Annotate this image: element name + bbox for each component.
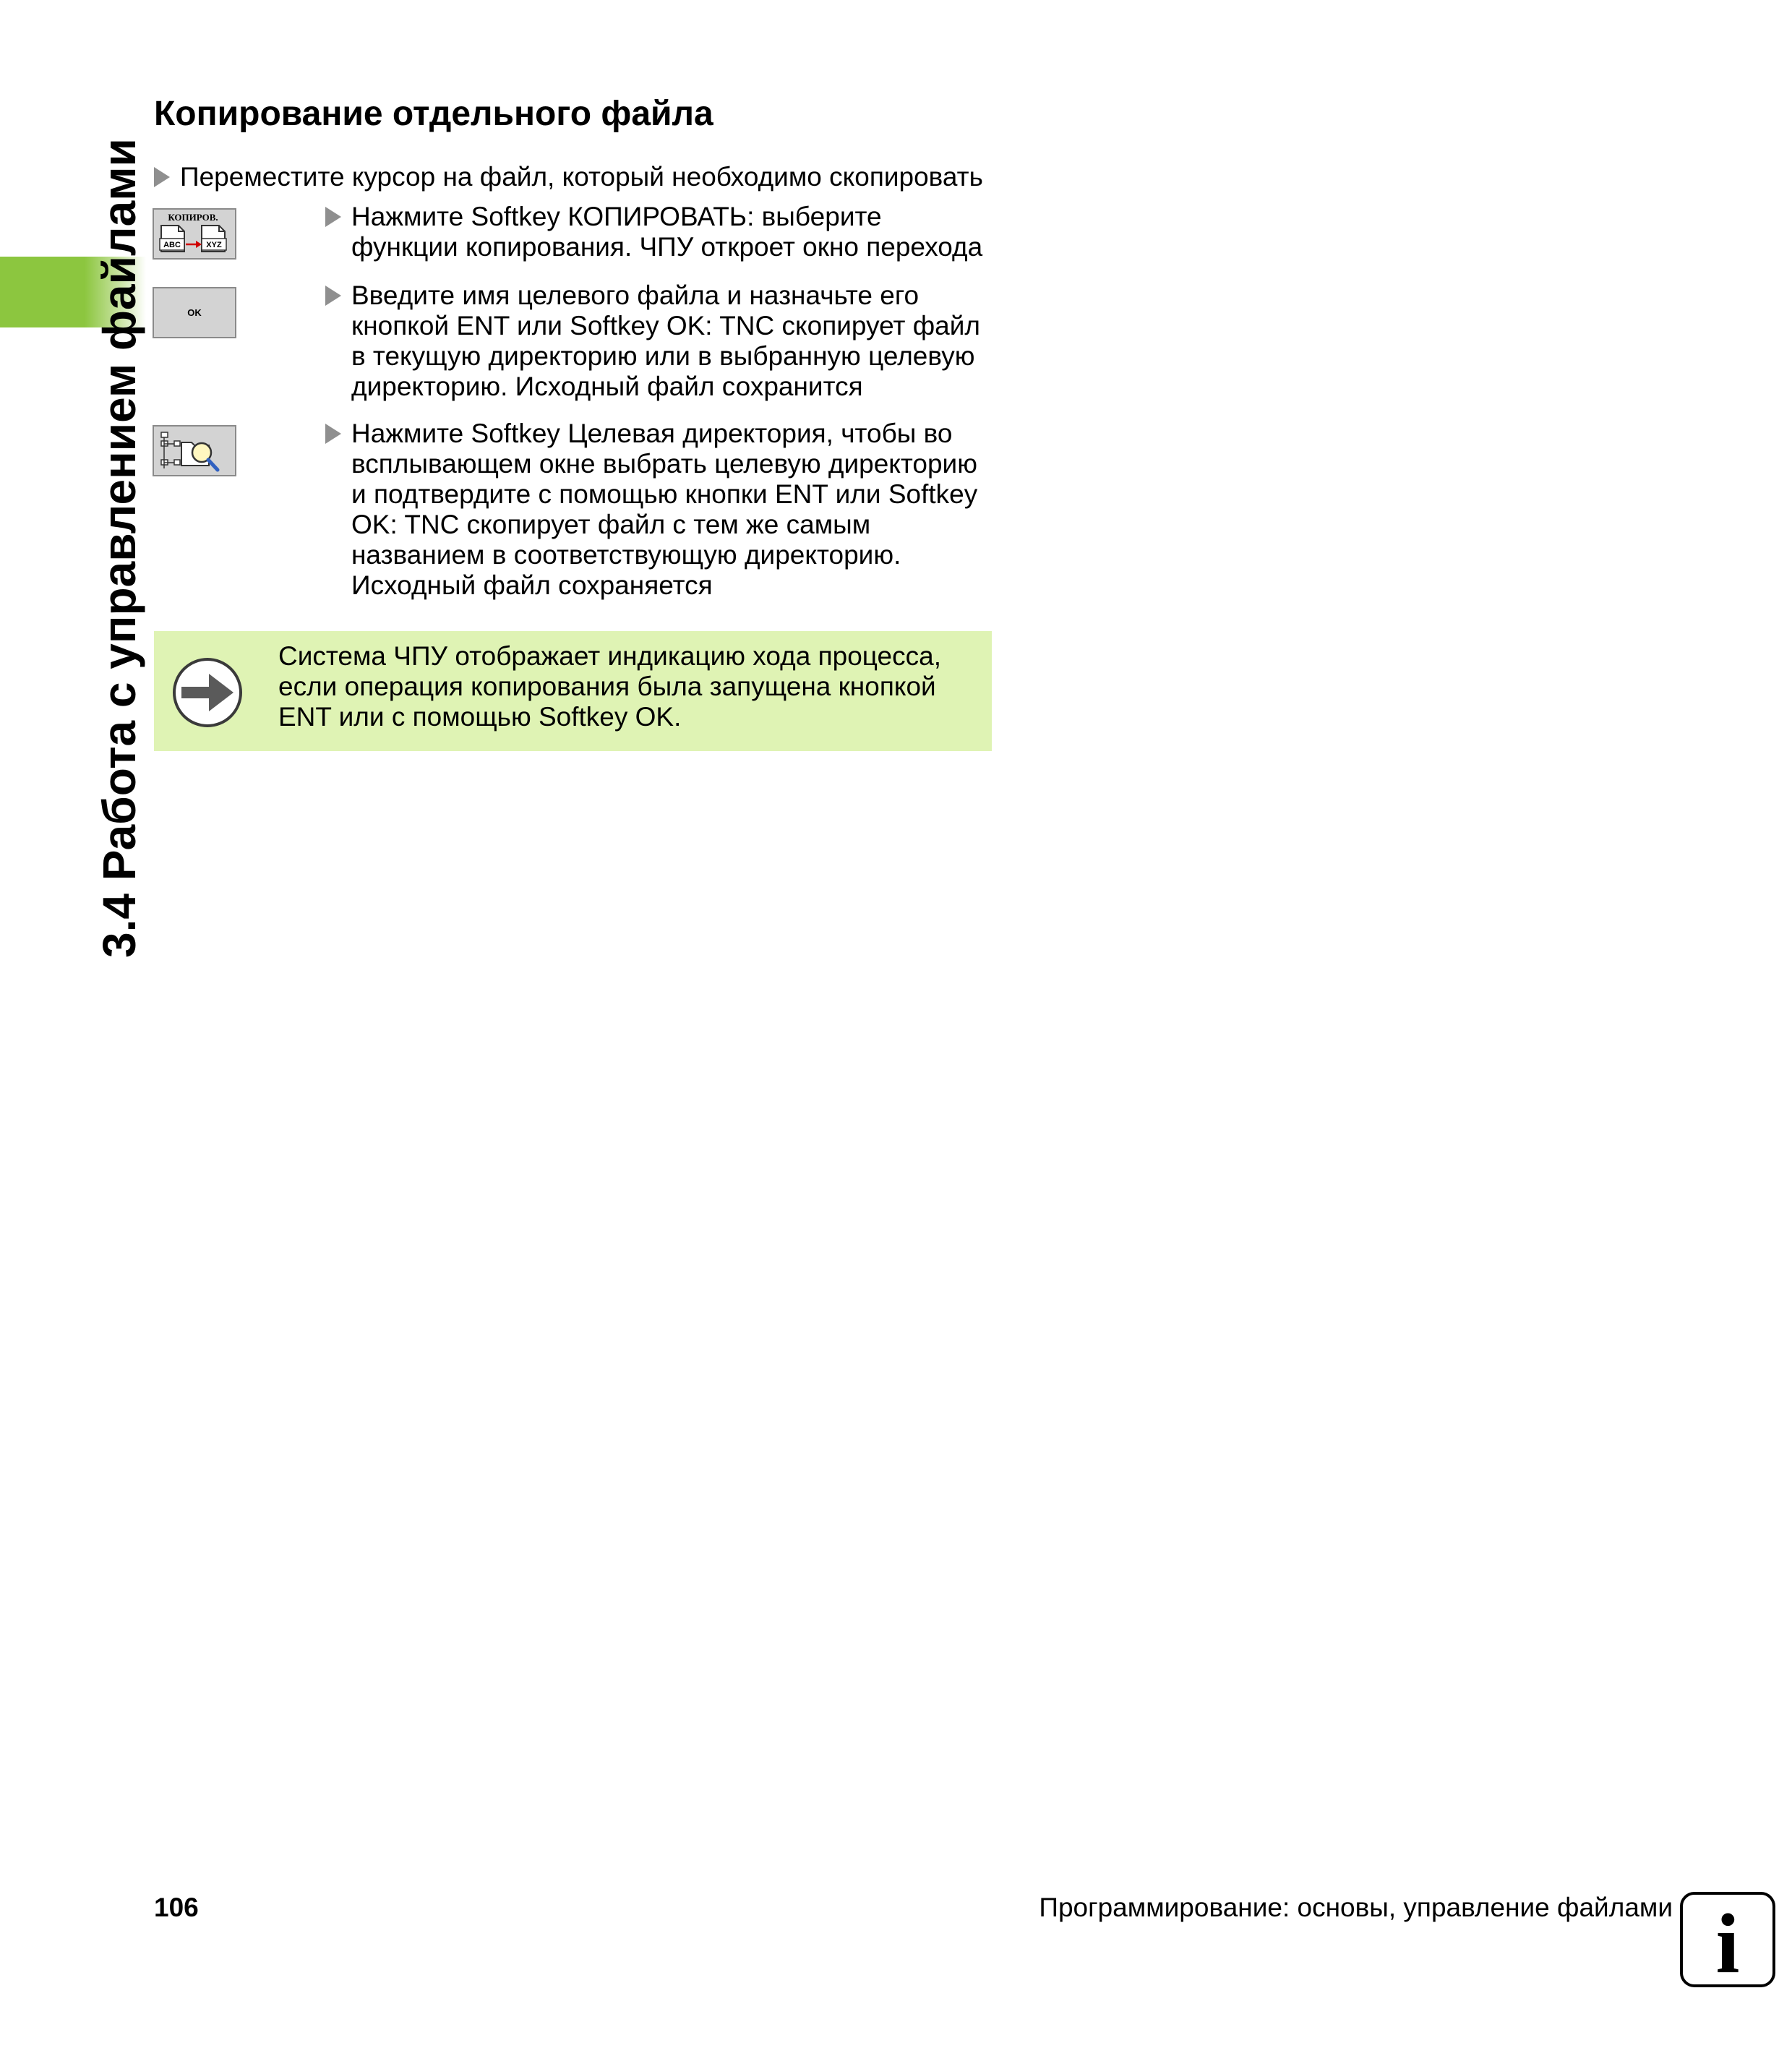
step-bullet-icon	[325, 207, 341, 227]
copy-softkey[interactable]	[153, 208, 236, 260]
step-3-line-1: Введите имя целевого файла и назначьте его	[351, 280, 919, 310]
info-icon[interactable]	[1679, 1891, 1776, 1992]
step-3	[325, 280, 980, 402]
step-4-line-3: и подтвердите с помощью кнопки ENT или Softkey	[351, 479, 978, 509]
copy-softkey-right-label: XYZ	[206, 241, 222, 249]
step-3-line-2: кнопкой ENT или Softkey OK: TNC скопирует файл	[351, 311, 981, 340]
step-2-line-1: Нажмите Softkey КОПИРОВАТЬ: выберите	[351, 202, 882, 231]
step-2	[325, 202, 982, 262]
ok-softkey-label: OK	[187, 307, 202, 318]
info-icon-label: i	[1715, 1896, 1740, 1988]
folder-tree-magnifier-icon	[154, 427, 235, 475]
note-line-2: если операция копирования была запущена кнопкой	[278, 672, 936, 701]
step-3-line-4: директорию. Исходный файл сохранится	[351, 372, 863, 401]
ok-softkey[interactable]	[153, 287, 236, 338]
step-bullet-icon	[325, 286, 341, 306]
step-4	[325, 419, 977, 601]
target-directory-softkey[interactable]	[153, 425, 236, 476]
copy-softkey-caption: КОПИРОВ.	[168, 212, 218, 223]
step-1	[154, 162, 983, 192]
section-title: Копирование отдельного файла	[154, 95, 713, 133]
arrow-right-circle-icon	[171, 656, 244, 732]
step-4-line-2: всплывающем окне выбрать целевую директорию	[351, 449, 977, 479]
step-bullet-icon	[154, 167, 170, 187]
step-1-line-1: Переместите курсор на файл, который необходимо скопировать	[180, 162, 983, 192]
step-4-line-4: OK: TNC скопирует файл с тем же самым	[351, 510, 871, 539]
page-number: 106	[154, 1893, 199, 1922]
chapter-title-vertical: 3.4 Работа с управлением файлами	[93, 138, 145, 958]
step-4-line-1: Нажмите Softkey Целевая директория, чтобы во	[351, 419, 953, 448]
note-line-1: Система ЧПУ отображает индикацию хода процесса,	[278, 641, 941, 671]
note-box	[154, 631, 992, 751]
step-bullet-icon	[325, 424, 341, 444]
note-text	[278, 641, 979, 732]
step-4-line-5: названием в соответствующую директорию.	[351, 540, 901, 570]
note-line-3: ENT или с помощью Softkey OK.	[278, 702, 682, 732]
step-2-line-2: функции копирования. ЧПУ откроет окно перехода	[351, 232, 983, 262]
footer-title: Программирование: основы, управление файлами	[1039, 1893, 1673, 1922]
step-4-line-6: Исходный файл сохраняется	[351, 570, 713, 600]
copy-files-icon	[154, 210, 235, 258]
copy-softkey-left-label: ABC	[163, 241, 181, 249]
step-3-line-3: в текущую директорию или в выбранную целевую	[351, 341, 975, 371]
